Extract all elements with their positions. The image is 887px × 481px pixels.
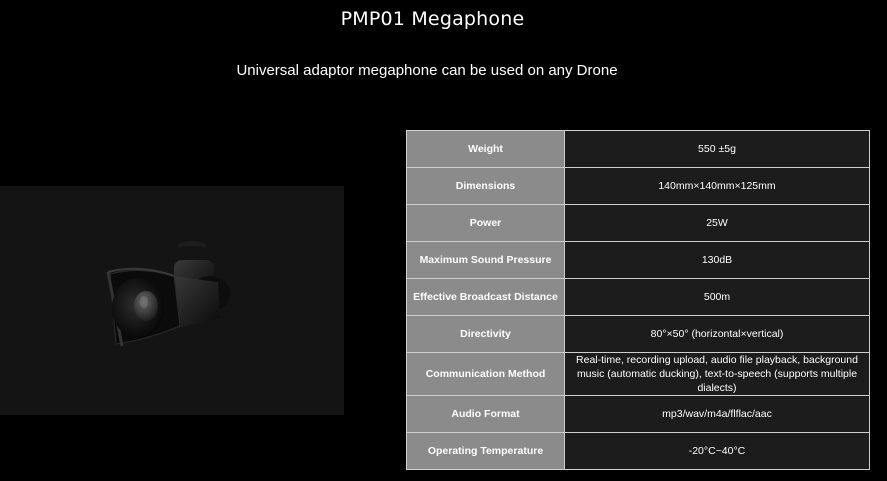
- product-image-panel: [0, 186, 344, 415]
- table-row: [407, 353, 870, 396]
- spec-label-broadcast-distance: Effective Broadcast Distance: [407, 279, 565, 316]
- spec-label-audio-format: Audio Format: [407, 396, 565, 433]
- table-row: [407, 433, 870, 470]
- spec-value-communication-method: Real-time, recording upload, audio file playback, background music (automatic ducking), text-to-speech (supports multiple dialects): [565, 353, 870, 396]
- spec-label-weight: Weight: [407, 131, 565, 168]
- spec-label-max-sound-pressure: Maximum Sound Pressure: [407, 242, 565, 279]
- specs-table: [406, 130, 870, 470]
- spec-value-max-sound-pressure: 130dB: [565, 242, 870, 279]
- spec-value-dimensions: 140mm×140mm×125mm: [565, 168, 870, 205]
- spec-label-dimensions: Dimensions: [407, 168, 565, 205]
- table-row: [407, 205, 870, 242]
- spec-value-directivity: 80°×50° (horizontal×vertical): [565, 316, 870, 353]
- spec-value-operating-temperature: -20°C~40°C: [565, 433, 870, 470]
- spec-value-power: 25W: [565, 205, 870, 242]
- page-subtitle: Universal adaptor megaphone can be used on any Drone: [236, 62, 618, 79]
- spec-label-operating-temperature: Operating Temperature: [407, 433, 565, 470]
- table-row: [407, 316, 870, 353]
- spec-label-power: Power: [407, 205, 565, 242]
- table-row: [407, 279, 870, 316]
- spec-label-directivity: Directivity: [407, 316, 565, 353]
- table-row: [407, 396, 870, 433]
- spec-value-weight: 550 ±5g: [565, 131, 870, 168]
- table-row: [407, 168, 870, 205]
- spec-value-broadcast-distance: 500m: [565, 279, 870, 316]
- megaphone-icon: [100, 236, 240, 351]
- page-title: PMP01 Megaphone: [340, 8, 525, 30]
- spec-value-audio-format: mp3/wav/m4a/flflac/aac: [565, 396, 870, 433]
- table-row: [407, 131, 870, 168]
- spec-label-communication-method: Communication Method: [407, 353, 565, 396]
- table-row: [407, 242, 870, 279]
